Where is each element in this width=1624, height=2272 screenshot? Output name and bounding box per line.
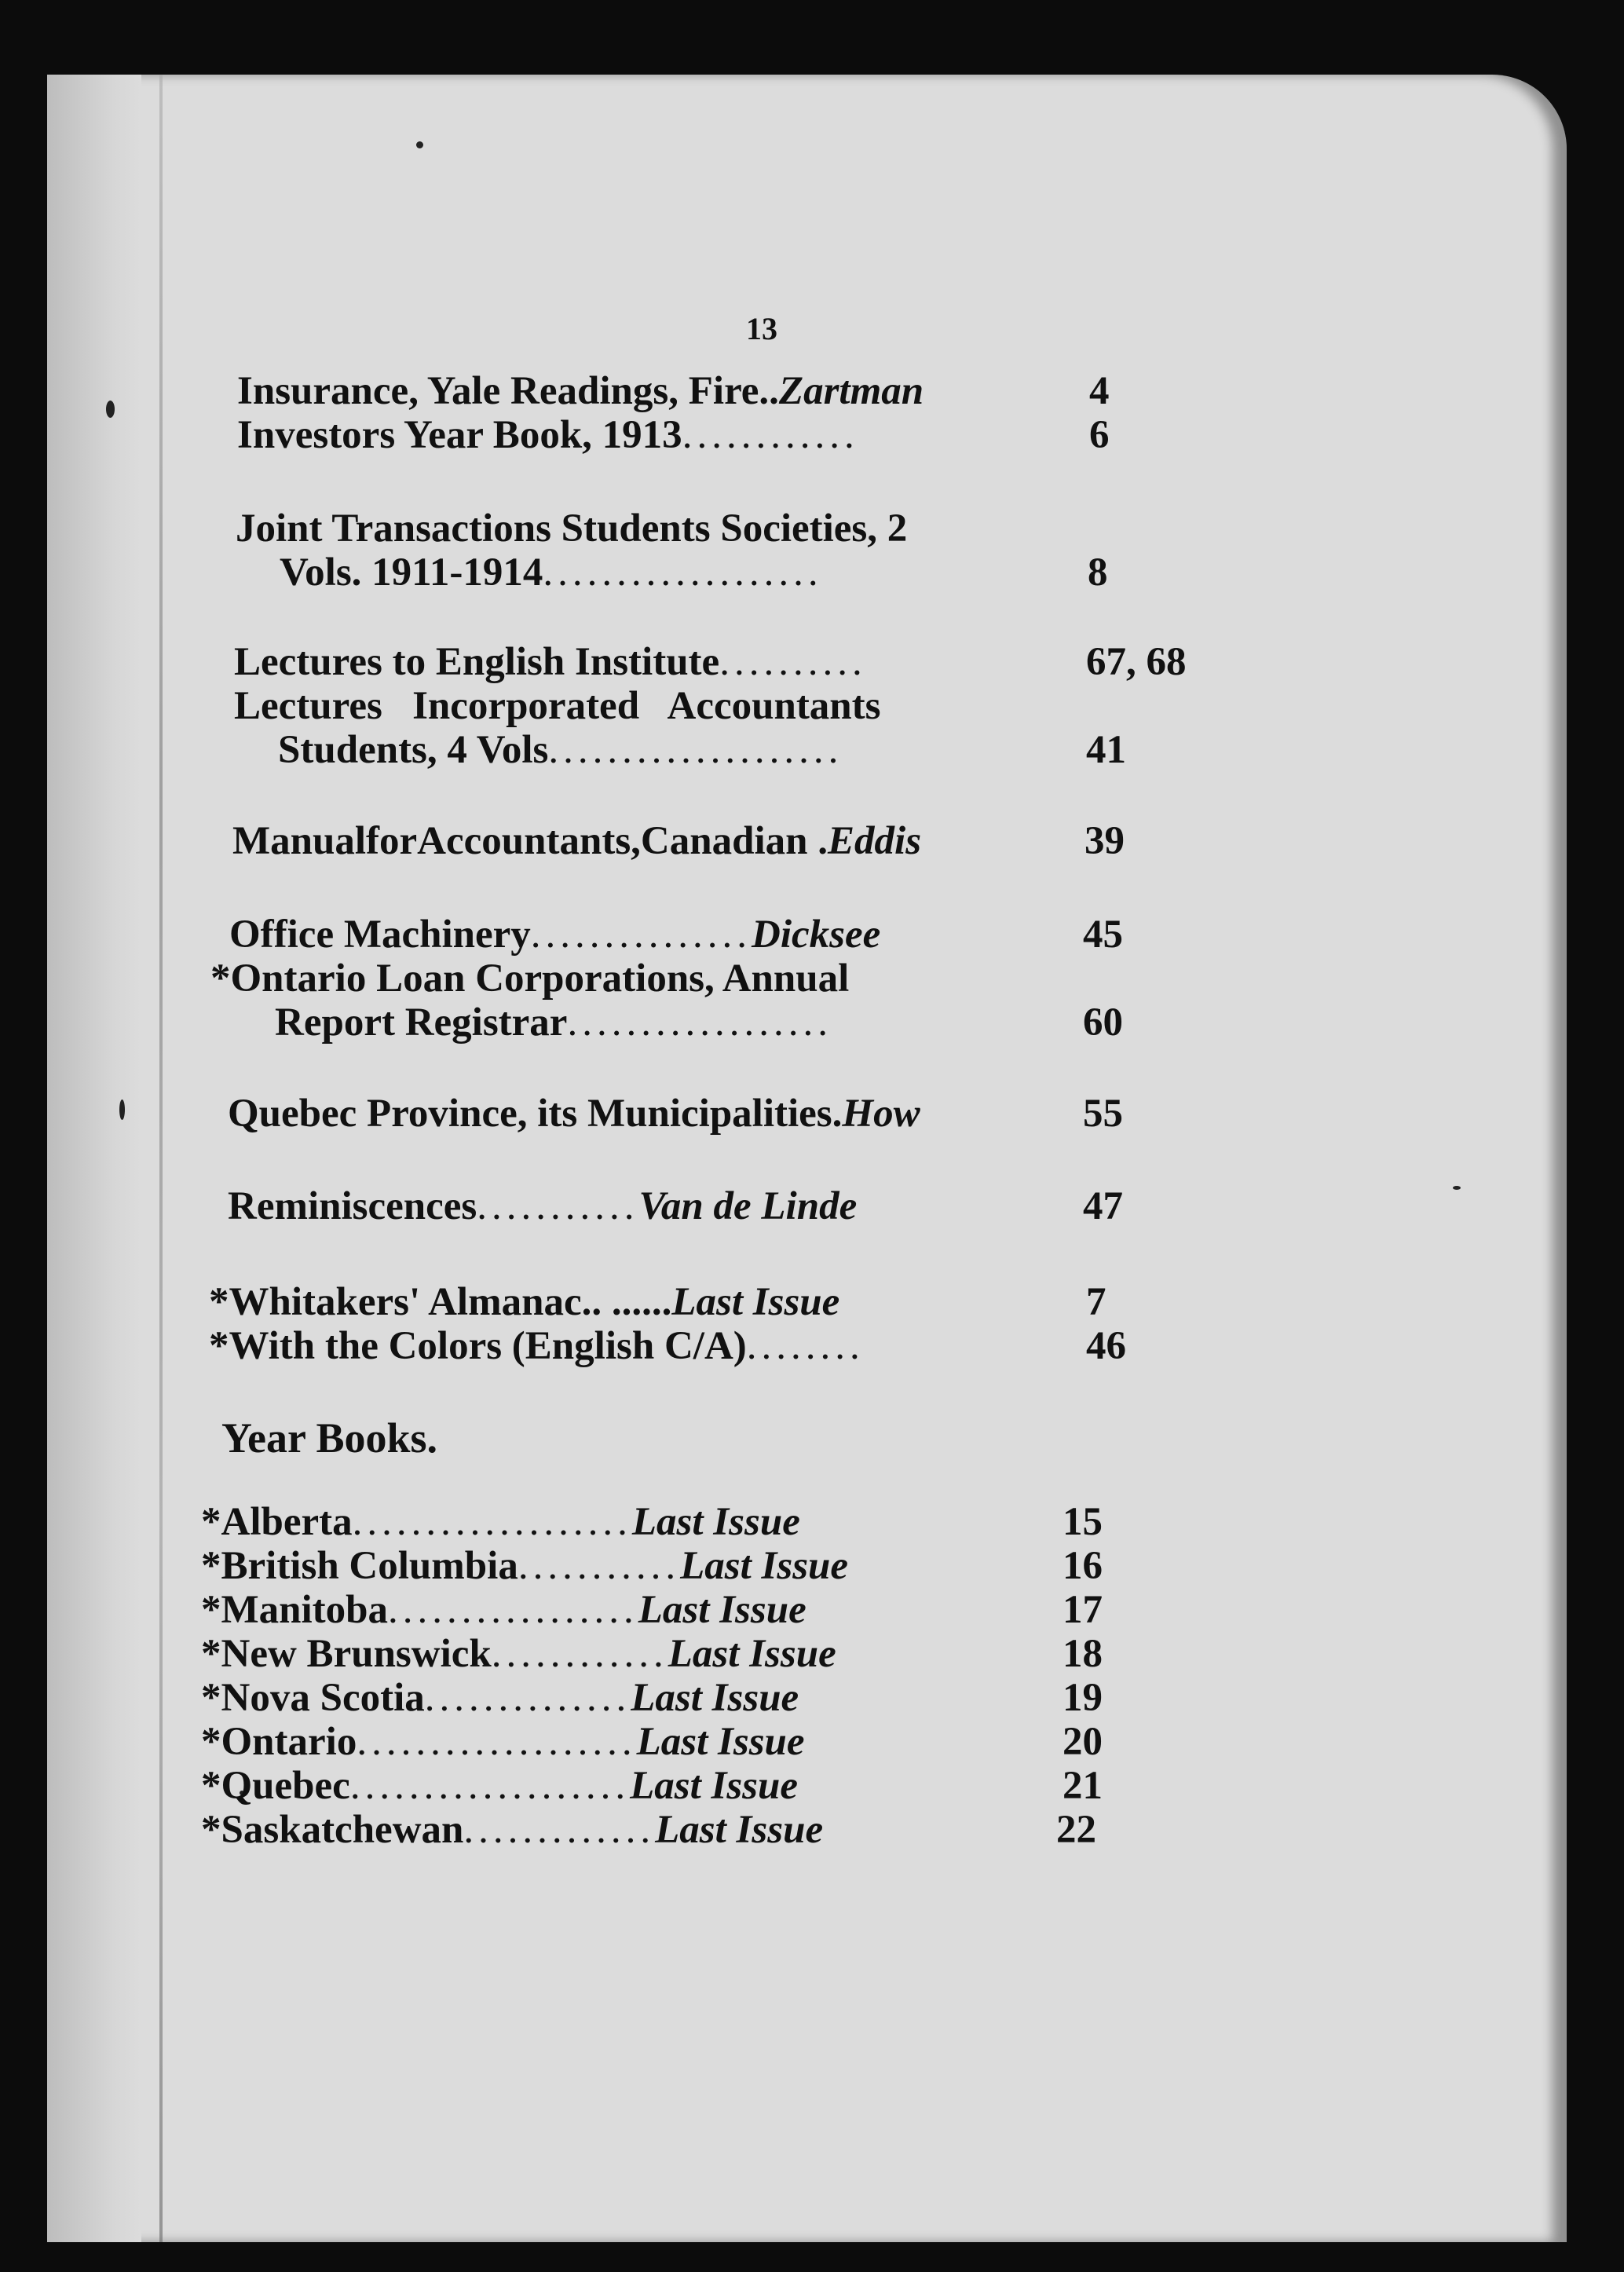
entry-page: 47 <box>1083 1184 1123 1228</box>
list-item <box>201 1632 1183 1676</box>
entry-author: Eddis <box>828 819 922 863</box>
leader-dots: ............ <box>682 413 859 457</box>
year-book-page: 18 <box>1063 1632 1103 1676</box>
list-item <box>201 1764 1183 1808</box>
entry-title: *With the Colors (English C/A) <box>209 1324 747 1368</box>
year-book-name: *British Columbia <box>201 1544 518 1588</box>
leader-dots: ........... <box>477 1184 639 1228</box>
entry-title-continued: Vols. 1911-1914 <box>280 551 543 595</box>
leader-dots: ........ <box>746 1324 865 1368</box>
year-book-page: 16 <box>1063 1544 1103 1588</box>
leader-dots: ........... <box>518 1544 681 1588</box>
leader-dots: .................... <box>548 728 843 772</box>
index-entry <box>209 1280 1191 1324</box>
year-book-page: 17 <box>1063 1588 1103 1632</box>
entry-title-continued: Students, 4 Vols <box>278 728 549 772</box>
list-item <box>201 1500 1183 1544</box>
list-item <box>201 1588 1183 1632</box>
entry-page: 6 <box>1089 413 1110 457</box>
leader-dots: ................. <box>388 1588 638 1632</box>
year-book-note: Last Issue <box>668 1632 836 1676</box>
list-item <box>201 1720 1183 1764</box>
speck-mark <box>416 141 423 148</box>
entry-title: Joint Transactions Students Societies, 2 <box>236 507 908 551</box>
year-book-name: *Ontario <box>201 1720 357 1764</box>
index-entry <box>234 640 1255 684</box>
index-entry <box>209 1324 1191 1368</box>
index-entry <box>237 369 1180 413</box>
year-book-note: Last Issue <box>638 1588 807 1632</box>
year-book-page: 21 <box>1063 1764 1103 1808</box>
page-edge <box>47 75 141 2242</box>
leader-dots: ................... <box>349 1764 631 1808</box>
year-book-list <box>201 1500 1183 1852</box>
entry-title: Lectures Incorporated Accountants <box>234 684 881 728</box>
entry-page: 45 <box>1083 913 1123 957</box>
index-entry <box>229 913 1172 957</box>
entry-page: 55 <box>1083 1092 1123 1136</box>
leader-dots: ............. <box>463 1808 656 1852</box>
entry-author: Last Issue <box>671 1280 840 1324</box>
year-book-name: *Quebec <box>201 1764 350 1808</box>
leader-dots: .............. <box>424 1676 631 1720</box>
index-entry <box>228 1092 1209 1136</box>
year-book-note: Last Issue <box>631 1500 800 1544</box>
year-book-note: Last Issue <box>630 1764 799 1808</box>
entry-page: 8 <box>1088 551 1108 595</box>
entry-title: Lectures to English Institute <box>234 640 720 684</box>
entry-title: Reminiscences <box>228 1184 477 1228</box>
year-book-note: Last Issue <box>680 1544 849 1588</box>
year-book-note: Last Issue <box>636 1720 805 1764</box>
entry-title: Insurance, Yale Readings, Fire.. <box>237 369 779 413</box>
speck-mark <box>1453 1186 1461 1190</box>
year-book-name: *Nova Scotia <box>201 1676 425 1720</box>
year-book-page: 22 <box>1056 1808 1096 1852</box>
entry-author: Dicksee <box>752 913 881 957</box>
index-entry <box>236 507 1178 595</box>
speck-mark <box>119 1099 125 1120</box>
entry-title-continued: Report Registrar <box>275 1001 568 1045</box>
year-book-name: *Saskatchewan <box>201 1808 464 1852</box>
entry-page: 60 <box>1083 1001 1123 1045</box>
entry-page: 4 <box>1089 369 1110 413</box>
gutter-fold <box>159 75 163 2242</box>
list-item <box>201 1544 1183 1588</box>
entry-title: Quebec Province, its Municipalities. <box>228 1092 843 1136</box>
year-book-page: 15 <box>1063 1500 1103 1544</box>
entry-title: *Whitakers' Almanac.. ...... <box>209 1280 672 1324</box>
year-book-name: *Alberta <box>201 1500 353 1544</box>
page-number: 13 <box>746 311 777 346</box>
entry-page: 7 <box>1086 1280 1106 1324</box>
entry-title: Investors Year Book, 1913 <box>237 413 682 457</box>
entry-page: 41 <box>1086 728 1126 772</box>
entry-title: Office Machinery <box>229 913 531 957</box>
entry-page: 39 <box>1084 819 1125 863</box>
leader-dots: ............ <box>491 1632 668 1676</box>
year-book-page: 20 <box>1063 1720 1103 1764</box>
entry-title: *Ontario Loan Corporations, Annual <box>210 957 850 1001</box>
entry-page: 67, 68 <box>1086 640 1187 684</box>
leader-dots: ................... <box>352 1500 632 1544</box>
leader-dots: ............... <box>530 913 752 957</box>
entry-author: Zartman <box>778 369 924 413</box>
leader-dots: .................. <box>567 1001 832 1045</box>
year-book-name: *Manitoba <box>201 1588 389 1632</box>
year-book-name: *New Brunswick <box>201 1632 492 1676</box>
year-book-page: 19 <box>1063 1676 1103 1720</box>
index-entry <box>232 819 1175 863</box>
leader-dots: ................... <box>357 1720 637 1764</box>
entry-author: Van de Linde <box>638 1184 858 1228</box>
speck-mark <box>106 401 115 418</box>
entry-title: ManualforAccountants,Canadian . <box>232 819 828 863</box>
leader-dots: ................... <box>543 551 823 595</box>
index-entry <box>228 1184 1209 1228</box>
index-entry <box>234 684 1176 772</box>
year-book-note: Last Issue <box>655 1808 824 1852</box>
list-item <box>201 1808 1183 1852</box>
index-entry <box>237 413 1180 457</box>
year-book-note: Last Issue <box>631 1676 799 1720</box>
leader-dots: .......... <box>719 640 867 684</box>
section-heading: Year Books. <box>221 1414 438 1462</box>
entry-page: 46 <box>1086 1324 1126 1368</box>
list-item <box>201 1676 1183 1720</box>
index-entry <box>210 957 1192 1045</box>
entry-author: How <box>842 1092 920 1136</box>
